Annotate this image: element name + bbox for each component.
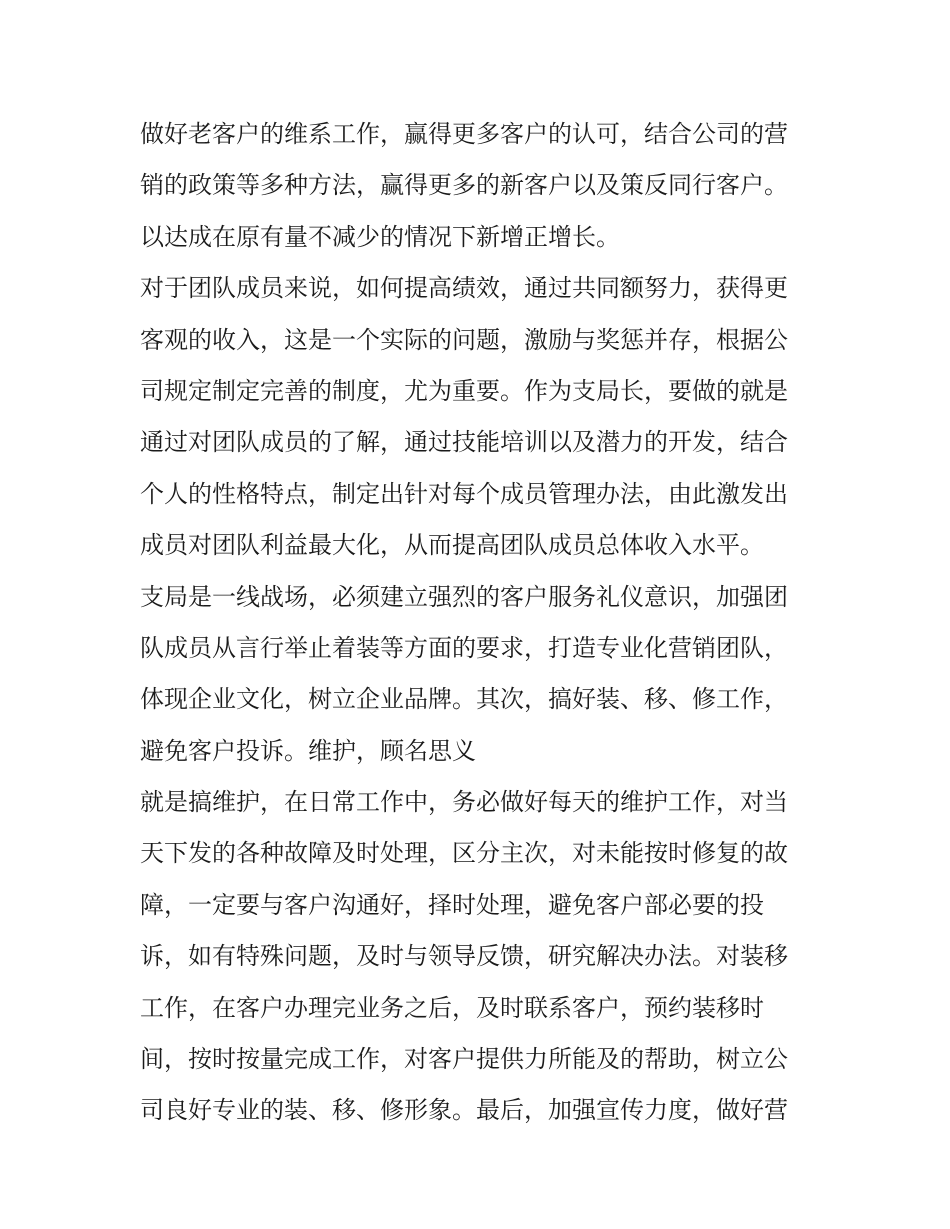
body-text <box>140 109 820 1137</box>
text-line: 以达成在原有量不减少的情况下新增正增长。 <box>140 222 620 251</box>
text-line: 障，一定要与客户沟通好，择时处理，避免客户部必要的投 <box>140 890 764 919</box>
text-line: 天下发的各种故障及时处理，区分主次，对未能按时修复的故 <box>140 839 788 868</box>
text-line: 个人的性格特点，制定出针对每个成员管理办法，由此激发出 <box>140 479 788 508</box>
text-line: 对于团队成员来说，如何提高绩效，通过共同额努力，获得更 <box>140 274 788 303</box>
text-line: 客观的收入，这是一个实际的问题，激励与奖惩并存，根据公 <box>140 325 788 354</box>
text-line: 诉，如有特殊问题，及时与领导反馈，研究解决办法。对装移 <box>140 942 788 971</box>
text-line: 司良好专业的装、移、修形象。最后，加强宣传力度，做好营 <box>140 1096 788 1125</box>
text-line: 避免客户投诉。维护，顾名思义 <box>140 736 476 765</box>
text-line: 工作，在客户办理完业务之后，及时联系客户，预约装移时 <box>140 993 764 1022</box>
text-line: 通过对团队成员的了解，通过技能培训以及潜力的开发，结合 <box>140 428 788 457</box>
text-line: 司规定制定完善的制度，尤为重要。作为支局长，要做的就是 <box>140 376 788 405</box>
text-line: 支局是一线战场，必须建立强烈的客户服务礼仪意识，加强团 <box>140 582 788 611</box>
text-line: 队成员从言行举止着装等方面的要求，打造专业化营销团队， <box>140 633 788 662</box>
text-line: 成员对团队利益最大化，从而提高团队成员总体收入水平。 <box>140 531 764 560</box>
text-line: 做好老客户的维系工作，赢得更多客户的认可，结合公司的营 <box>140 120 788 148</box>
text-line: 销的政策等多种方法，赢得更多的新客户以及策反同行客户。 <box>140 171 788 200</box>
text-line: 间，按时按量完成工作，对客户提供力所能及的帮助，树立公 <box>140 1045 788 1074</box>
text-line: 就是搞维护，在日常工作中，务必做好每天的维护工作，对当 <box>140 788 788 817</box>
text-line: 体现企业文化，树立企业品牌。其次，搞好装、移、修工作， <box>140 685 788 714</box>
